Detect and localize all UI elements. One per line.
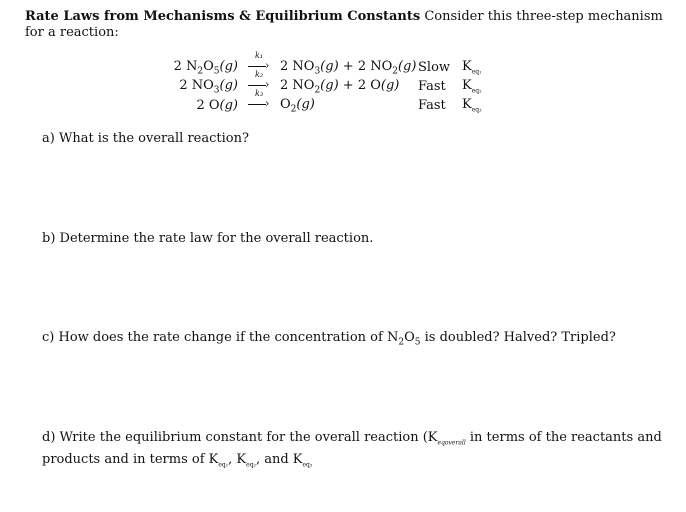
step-2-reactant: 2 $NO_3(g)$ <box>179 77 238 96</box>
intro-text: Consider this three-step mechanism for a reaction: <box>25 9 663 40</box>
step-2-speed: Fast <box>418 79 446 94</box>
step-3-keq: $K_{eq_3}$ <box>462 97 482 114</box>
step-2-keq: $K_{eq_2}$ <box>462 78 482 95</box>
step-1-keq: $K_{eq_1}$ <box>462 59 482 76</box>
question-b: b) Determine the rate law for the overall reaction. <box>42 231 374 246</box>
step-3-reactant: 2 O(g) <box>196 98 238 113</box>
step-1-products: 2 $NO_3(g) + 2$ $NO_2(g)$ <box>280 58 417 77</box>
section-title: Rate Laws from Mechanisms & Equilibrium Constants <box>25 9 421 24</box>
mechanism-step-3 <box>150 96 482 115</box>
step-3-products: $O_2(g)$ <box>280 96 315 115</box>
rate-constant-label: k₁ <box>254 50 264 60</box>
rate-constant-label: k₂ <box>254 69 264 79</box>
step-2-products: 2 $NO_2(g) + 2$ O(g) <box>280 77 400 96</box>
step-1-reactant: 2 $N_2O_5(g)$ <box>173 58 238 77</box>
mechanism-step-1 <box>150 58 482 77</box>
reaction-arrow: k₂ › <box>246 79 272 91</box>
intro-paragraph <box>25 9 665 41</box>
question-c: c) How does the rate change if the concentration of $N_2O_5$ is doubled? Halved? Tripled? <box>42 330 616 348</box>
question-a: a) What is the overall reaction? <box>42 131 249 146</box>
question-d: d) Write the equilibrium constant for the overall reaction ($K_{eqoverall}$ in terms of the reactants and products and in terms of $K_{eq_1}$, $K_{eq_2}$, and $K_{eq_3}$ <box>42 430 662 469</box>
reaction-arrow: k₁ › <box>246 60 272 72</box>
mechanism-table <box>150 50 482 115</box>
step-1-speed: Slow <box>418 60 451 75</box>
rate-constant-label: k₃ <box>254 88 264 98</box>
mechanism-step-2 <box>150 77 482 96</box>
reaction-arrow: k₃ › <box>246 98 272 110</box>
step-3-speed: Fast <box>418 98 446 113</box>
